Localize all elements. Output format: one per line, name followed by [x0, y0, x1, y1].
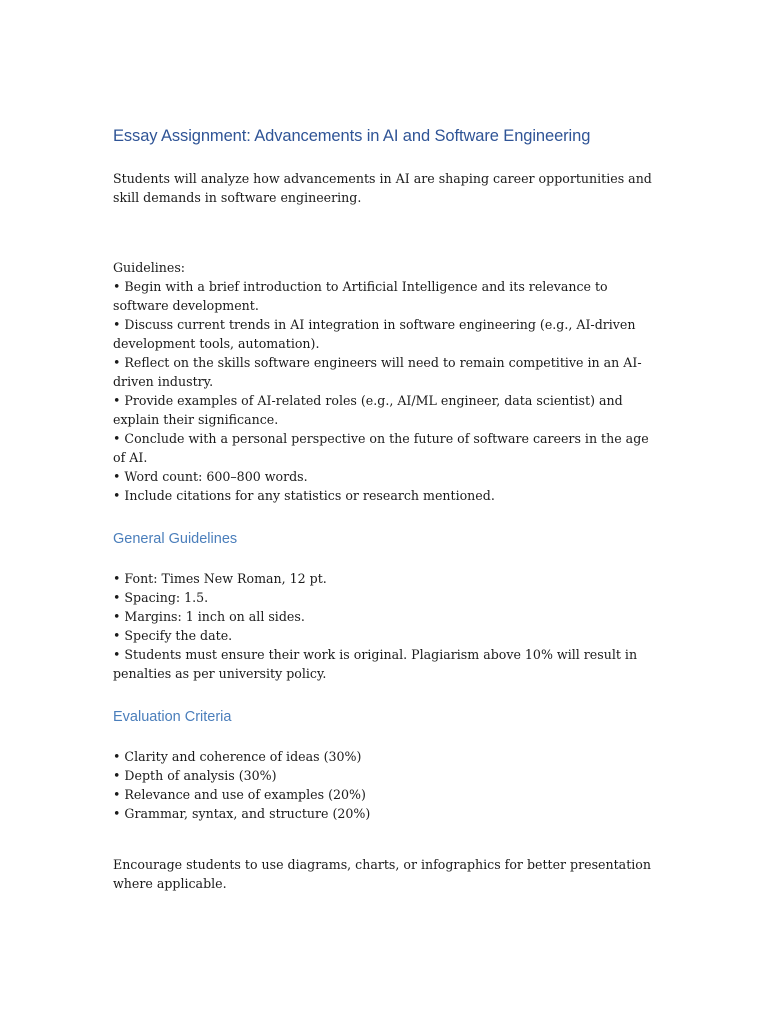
list-item: • Include citations for any statistics or research mentioned. [113, 488, 495, 503]
list-item: • Conclude with a personal perspective on the future of software careers in the age of AI. [113, 431, 649, 465]
list-item: • Grammar, syntax, and structure (20%) [113, 806, 371, 821]
list-item: • Discuss current trends in AI integration in software engineering (e.g., AI-driven development tools, automation). [113, 317, 636, 351]
document-body [113, 125, 658, 893]
list-item: • Font: Times New Roman, 12 pt. [113, 571, 327, 586]
list-item: • Word count: 600–800 words. [113, 469, 308, 484]
closing-paragraph: Encourage students to use diagrams, charts, or infographics for better presentation where applicable. [113, 857, 651, 891]
list-item: • Spacing: 1.5. [113, 590, 209, 605]
list-item: • Clarity and coherence of ideas (30%) [113, 749, 362, 764]
evaluation-criteria-heading: Evaluation Criteria [113, 709, 232, 725]
list-item: • Specify the date. [113, 628, 233, 643]
intro-paragraph: Students will analyze how advancements in AI are shaping career opportunities and skill demands in software engineering. [113, 171, 652, 205]
list-item: • Students must ensure their work is original. Plagiarism above 10% will result in penalties as per university policy. [113, 647, 638, 681]
general-guidelines-list [113, 569, 658, 683]
evaluation-criteria-list [113, 747, 658, 823]
list-item: • Reflect on the skills software engineers will need to remain competitive in an AI-driven industry. [113, 355, 642, 389]
document-title: Essay Assignment: Advancements in AI and Software Engineering [113, 127, 591, 145]
list-item: • Depth of analysis (30%) [113, 768, 277, 783]
guidelines-list [113, 277, 658, 505]
list-item: • Provide examples of AI-related roles (e.g., AI/ML engineer, data scientist) and explain their significance. [113, 393, 623, 427]
general-guidelines-heading: General Guidelines [113, 531, 238, 547]
guidelines-label: Guidelines: [113, 260, 186, 275]
list-item: • Margins: 1 inch on all sides. [113, 609, 305, 624]
list-item: • Begin with a brief introduction to Artificial Intelligence and its relevance to software development. [113, 279, 608, 313]
list-item: • Relevance and use of examples (20%) [113, 787, 366, 802]
